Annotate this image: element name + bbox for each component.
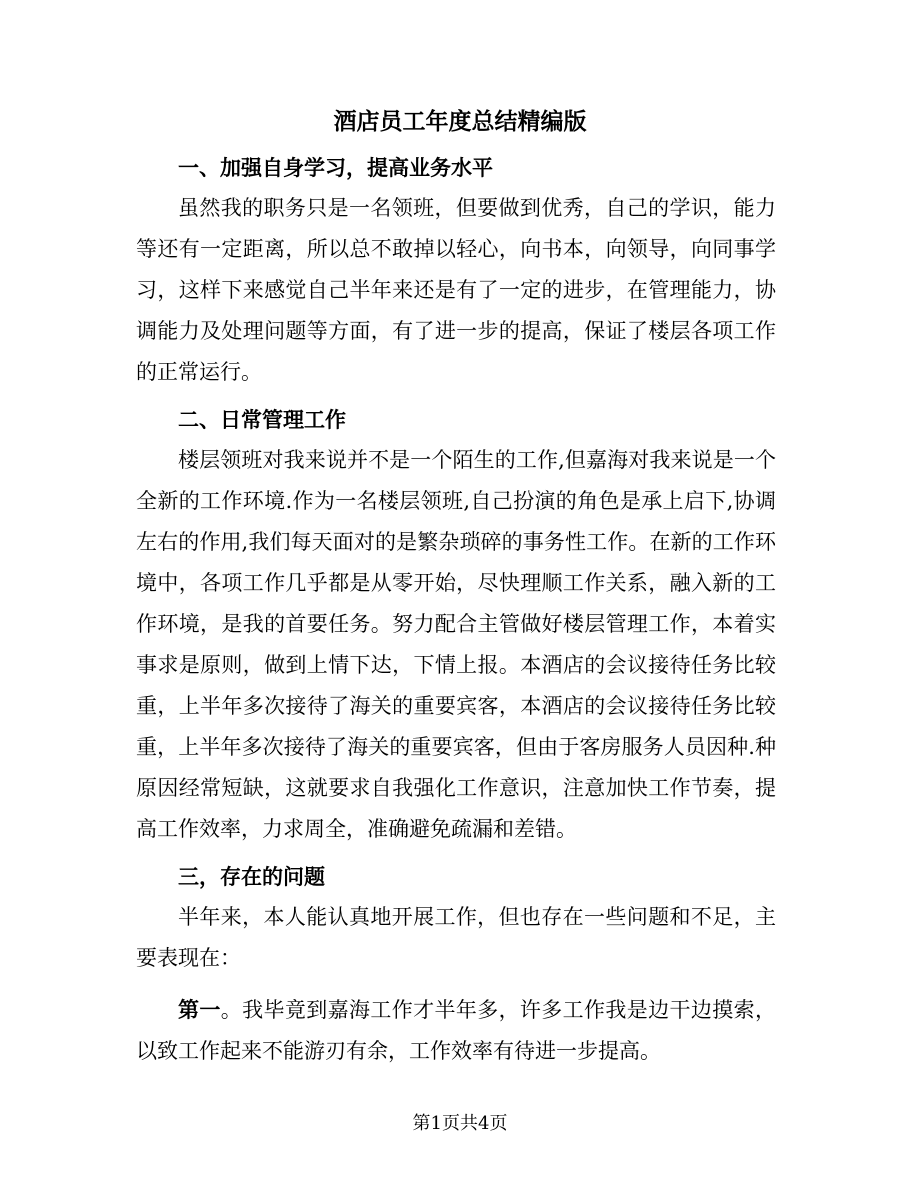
- point-one-lead: 第一: [178, 997, 221, 1022]
- section-paragraph-1: 虽然我的职务只是一名领班，但要做到优秀，自己的学识，能力等还有一定距离，所以总不敢掉以轻心，向书本，向领导，向同事学习，这样下来感觉自己半年来还是有了一定的进步，在管理能力，协调能力及处理问题等方面，有了进一步的提高，保证了楼层各项工作的正常运行。: [136, 196, 776, 384]
- page-footer: 第1页共4页: [412, 1113, 508, 1134]
- page-title: 酒店员工年度总结精编版: [333, 108, 587, 135]
- document-body: [136, 147, 776, 1072]
- section-heading-2: 二、日常管理工作: [178, 407, 346, 432]
- point-one-paragraph: [136, 989, 776, 1072]
- section-heading-3: 三，存在的问题: [178, 864, 325, 889]
- section-heading-1: 一、加强自身学习，提高业务水平: [178, 155, 493, 180]
- point-one-text: 。我毕竟到嘉海工作才半年多，许多工作我是边干边摸索，以致工作起来不能游刃有余，工作效率有待进一步提高。: [136, 998, 777, 1063]
- section-paragraph-3: 半年来，本人能认真地开展工作，但也存在一些问题和不足，主要表现在：: [136, 905, 776, 970]
- section-paragraph-2: 楼层领班对我来说并不是一个陌生的工作,但嘉海对我来说是一个全新的工作环境.作为一名楼层领班,自己扮演的角色是承上启下,协调左右的作用,我们每天面对的是繁杂琐碎的事务性工作。在新的工作环境中，各项工作几乎都是从零开始，尽快理顺工作关系，融入新的工作环境，是我的首要任务。努力配合主管做好楼层管理工作，本着实事求是原则，做到上情下达，下情上报。本酒店的会议接待任务比较重，上半年多次接待了海关的重要宾客，本酒店的会议接待任务比较重，上半年多次接待了海关的重要宾客，但由于客房服务人员因种.种原因经常短缺，这就要求自我强化工作意识，注意加快工作节奏，提高工作效率，力求周全，准确避免疏漏和差错。: [136, 448, 776, 841]
